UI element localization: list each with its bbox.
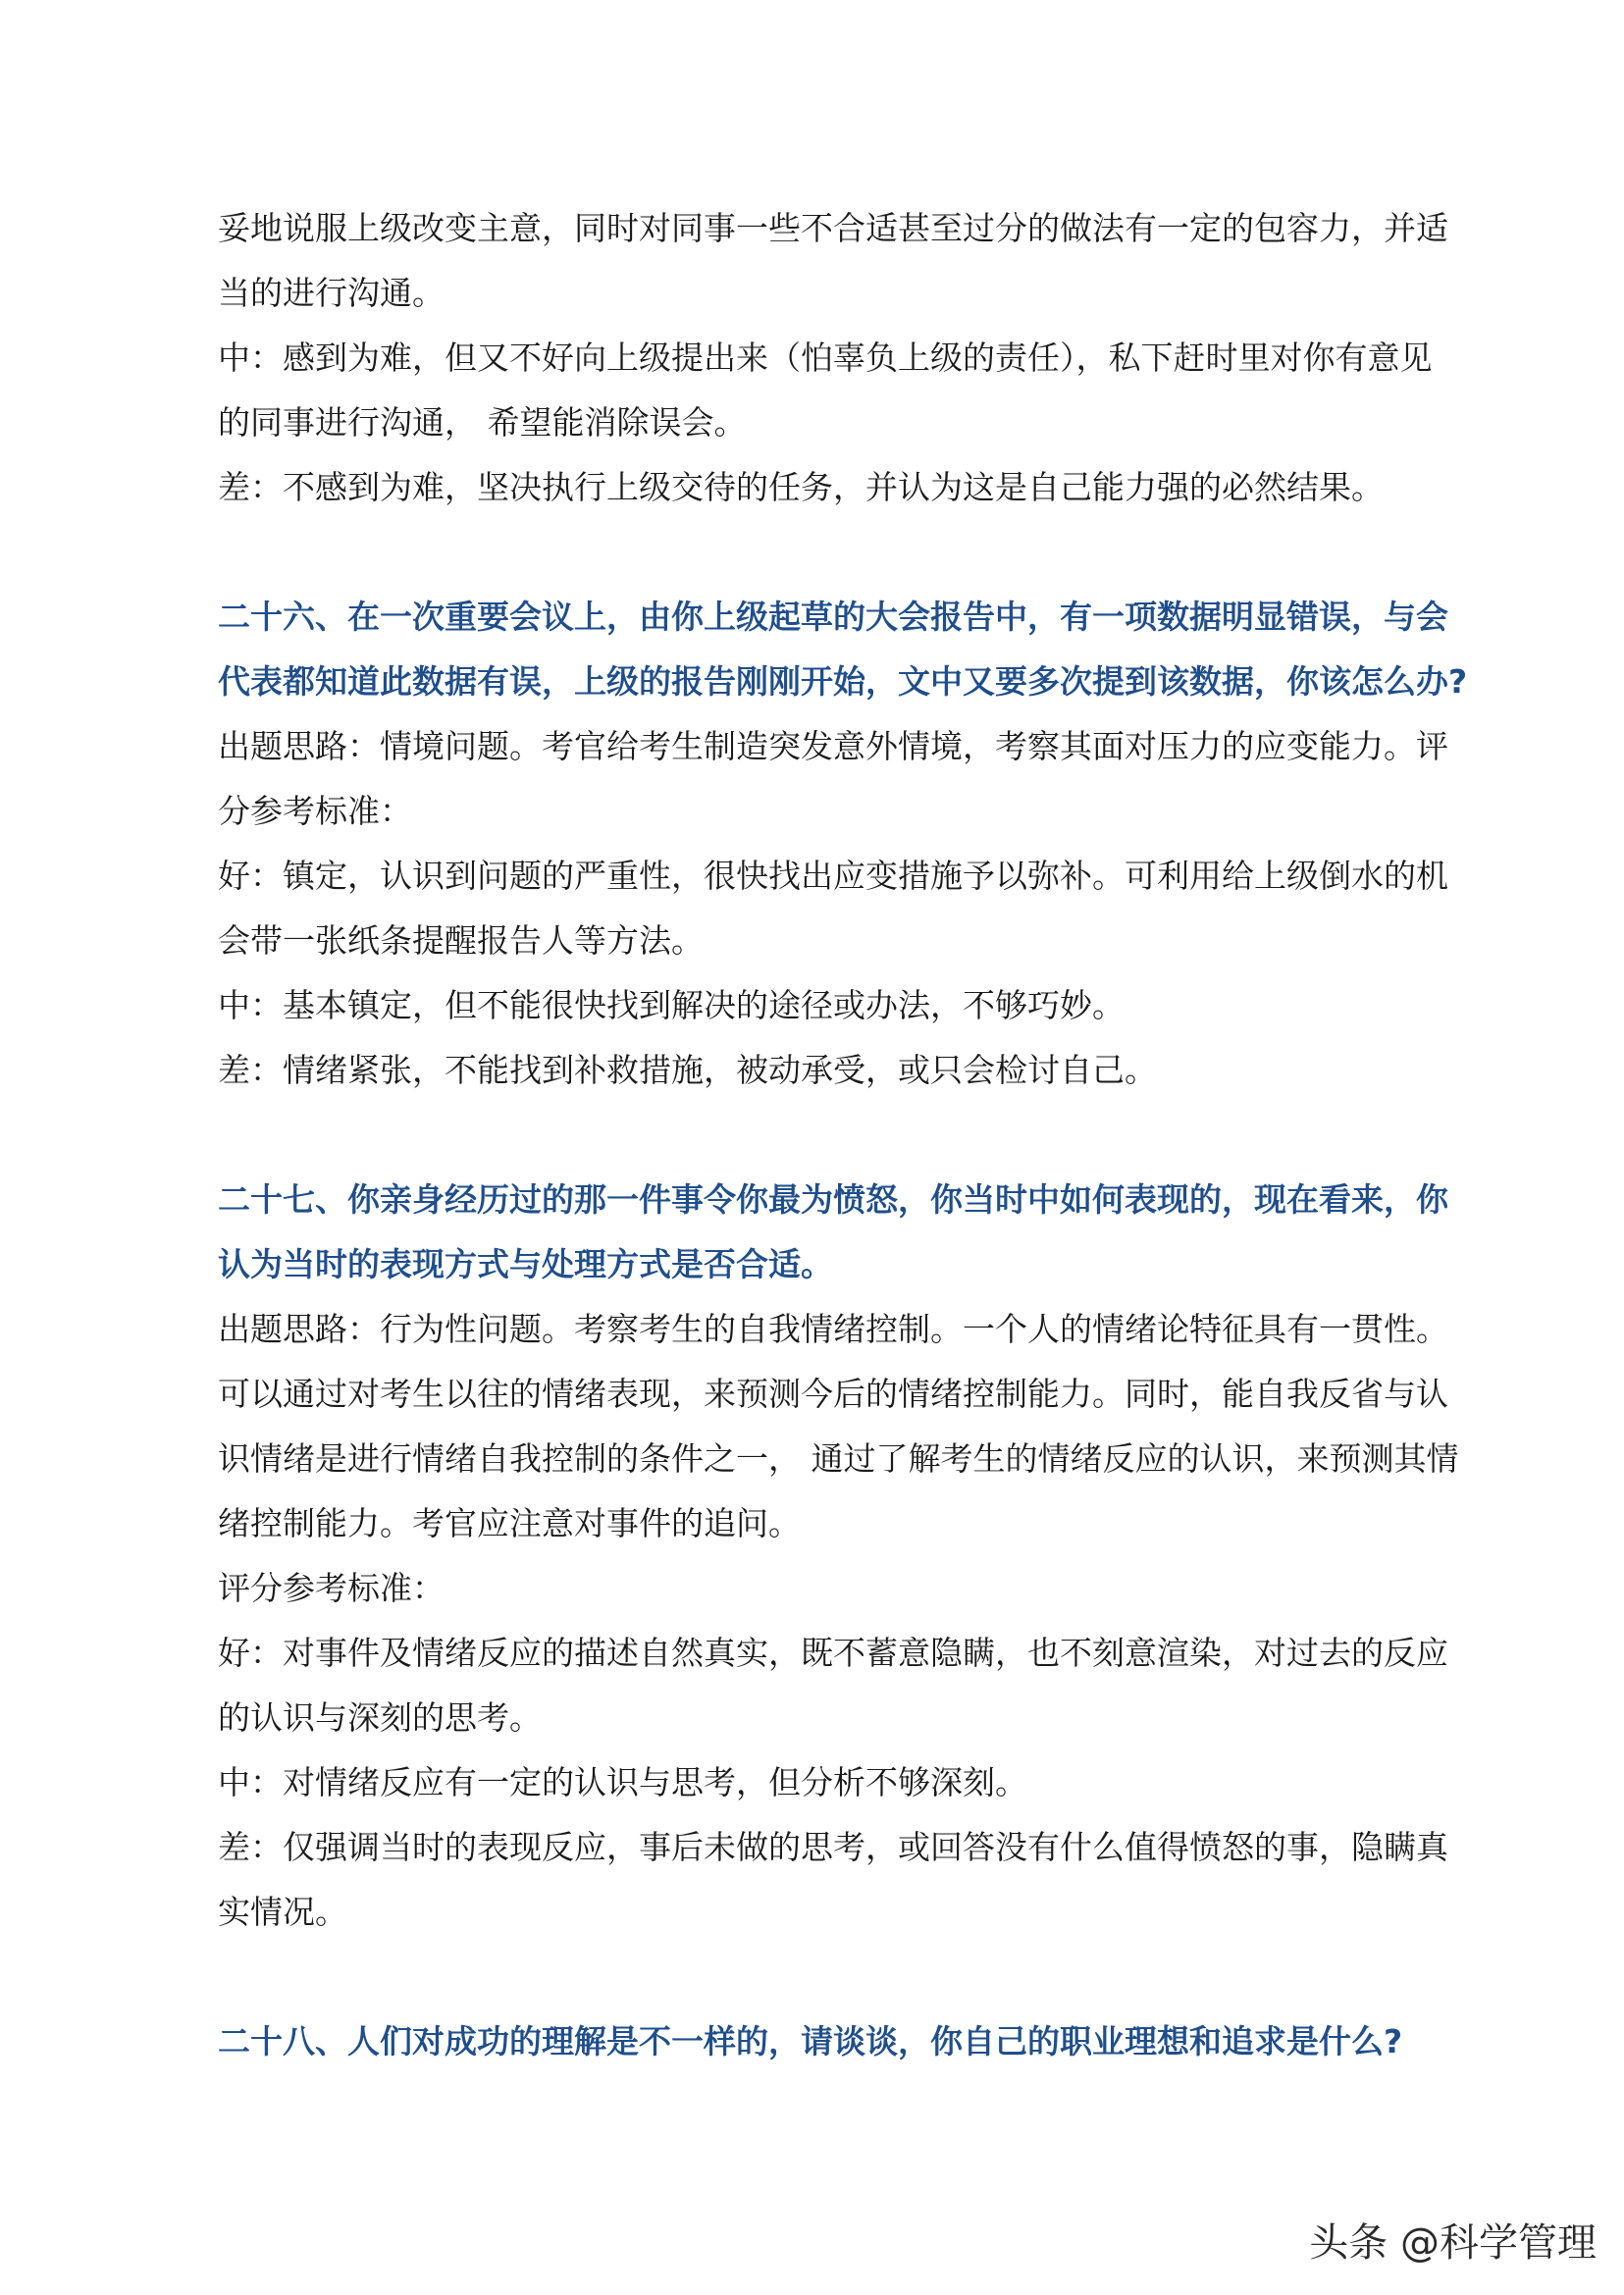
body-line: 差：情绪紧张，不能找到补救措施，被动承受，或只会检讨自己。: [218, 1051, 1157, 1089]
body-line: 妥地说服上级改变主意，同时对同事一些不合适甚至过分的做法有一定的包容力，并适: [218, 209, 1448, 247]
question-27: [218, 1168, 1484, 1945]
body-line: 中：基本镇定，但不能很快找到解决的途径或办法，不够巧妙。: [218, 986, 1125, 1024]
prev-section: [218, 196, 1484, 520]
document-page: [218, 196, 1484, 2074]
body-line: 好：对事件及情绪反应的描述自然真实，既不蓄意隐瞒，也不刻意渲染，对过去的反应: [218, 1634, 1448, 1672]
question-heading: 二十七、你亲身经历过的那一件事令你最为愤怒，你当时中如何表现的，现在看来，你: [218, 1180, 1448, 1219]
body-line: 实情况。: [218, 1893, 347, 1931]
body-line: 分参考标准：: [218, 792, 412, 830]
body-line: 的认识与深刻的思考。: [218, 1698, 542, 1737]
section-spacer: [218, 1103, 1484, 1168]
section-spacer: [218, 520, 1484, 585]
body-line: 的同事进行沟通， 希望能消除误会。: [218, 403, 747, 442]
question-heading: 代表都知道此数据有误，上级的报告刚刚开始，文中又要多次提到该数据，你该怎么办?: [218, 662, 1468, 701]
watermark: 头条 @科学管理: [1309, 2220, 1597, 2266]
body-line: 绪控制能力。考官应注意对事件的追问。: [218, 1504, 801, 1542]
question-heading: 认为当时的表现方式与处理方式是否合适。: [218, 1245, 833, 1283]
question-heading: 二十八、人们对成功的理解是不一样的，请谈谈，你自己的职业理想和追求是什么?: [218, 2022, 1403, 2060]
body-line: 会带一张纸条提醒报告人等方法。: [218, 921, 704, 960]
body-line: 可以通过对考生以往的情绪表现，来预测今后的情绪控制能力。同时，能自我反省与认: [218, 1375, 1448, 1413]
body-line: 出题思路：情境问题。考官给考生制造突发意外情境，考察其面对压力的应变能力。评: [218, 727, 1448, 765]
body-line: 识情绪是进行情绪自我控制的条件之一， 通过了解考生的情绪反应的认识，来预测其情: [218, 1439, 1459, 1478]
question-28: [218, 2009, 1484, 2074]
body-line: 中：对情绪反应有一定的认识与思考，但分析不够深刻。: [218, 1763, 1027, 1801]
body-line: 中：感到为难，但又不好向上级提出来（怕辜负上级的责任），私下赶时里对你有意见: [218, 339, 1433, 377]
body-line: 评分参考标准：: [218, 1569, 445, 1607]
body-line: 当的进行沟通。: [218, 274, 445, 312]
body-line: 出题思路：行为性问题。考察考生的自我情绪控制。一个人的情绪论特征具有一贯性。: [218, 1310, 1448, 1348]
question-26: [218, 585, 1484, 1103]
section-spacer: [218, 1945, 1484, 2009]
body-line: 差：仅强调当时的表现反应，事后未做的思考，或回答没有什么值得愤怒的事，隐瞒真: [218, 1828, 1448, 1866]
question-heading: 二十六、在一次重要会议上，由你上级起草的大会报告中，有一项数据明显错误，与会: [218, 598, 1448, 636]
body-line: 差：不感到为难，坚决执行上级交待的任务，并认为这是自己能力强的必然结果。: [218, 468, 1384, 506]
body-line: 好：镇定，认识到问题的严重性，很快找出应变措施予以弥补。可利用给上级倒水的机: [218, 857, 1448, 895]
